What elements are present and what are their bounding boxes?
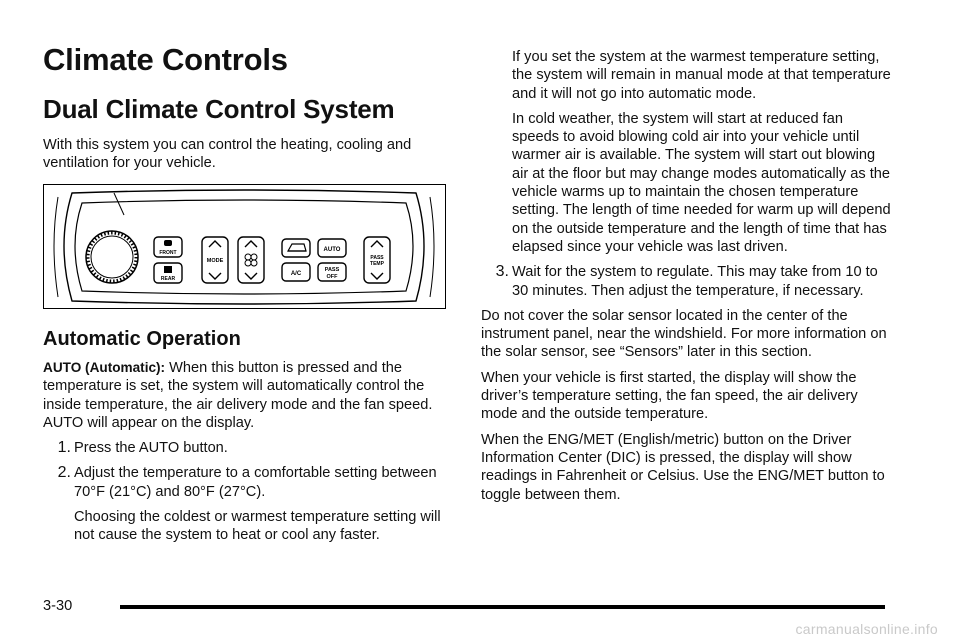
passenger-temp-button [364,237,390,283]
auto-lead: AUTO (Automatic): [43,360,166,375]
left-column [43,40,443,173]
page-title: Climate Controls [43,42,288,77]
watermark: carmanualsonline.info [795,621,938,637]
svg-text:MODE: MODE [206,258,224,264]
step-2-note: Choosing the coldest or warmest temperature setting will not cause the system to heat or cool any faster. [74,509,441,544]
svg-text:AUTO: AUTO [323,247,341,253]
eng-met-paragraph: When the ENG/MET (English/metric) button on the Driver Information Center (DIC) is pressed, the display will show readings in Fahrenheit or Celsius. Use the ENG/MET button to toggle between them. [481,431,885,503]
auto-description-text: When this button is pressed and the temperature is set, the system will automatically control the inside temperature, the air delivery mode and the fan speed. AUTO will appear on the display. [43,360,433,431]
step-number: 3. [495,263,509,281]
section-title: Dual Climate Control System [43,94,395,124]
step-number: 2. [57,464,71,482]
display-paragraph: When your vehicle is first started, the display will show the driver’s temperature setting, the fan speed, the air delivery mode and the outside temperature. [481,369,858,423]
footer-rule [120,605,885,609]
svg-text:OFF: OFF [326,274,338,280]
climate-panel-illustration [44,185,444,307]
svg-text:PASS: PASS [370,255,384,261]
step-number: 1. [57,439,71,457]
intro-paragraph: With this system you can control the heating, cooling and ventilation for your vehicle. [43,137,412,172]
page-number: 3-30 [43,598,73,614]
pass-off-button [318,263,346,281]
step-3 [481,263,891,300]
rear-defrost-button [154,263,182,283]
automatic-operation-heading: Automatic Operation [43,328,241,350]
step-text: Wait for the system to regulate. This may take from 10 to 30 minutes. Then adjust the temperature, if necessary. [512,264,878,299]
automatic-operation-body [43,359,448,545]
step-text: Press the AUTO button. [74,440,228,457]
automatic-operation-heading-wrap [43,326,241,352]
svg-text:A/C: A/C [290,271,302,277]
front-defrost-button [154,237,182,257]
fan-speed-button [238,237,264,283]
svg-text:REAR: REAR [160,276,176,282]
svg-text:FRONT: FRONT [159,250,177,256]
step-2 [43,464,448,501]
ac-button [282,263,310,281]
auto-description [43,359,448,432]
step-text: Adjust the temperature to a comfortable setting between 70°F (21°C) and 80°F (27°C). [74,465,437,500]
warmest-setting-paragraph: If you set the system at the warmest temperature setting, the system will remain in manual mode at that temperature and it will not go into automatic mode. [512,49,891,102]
right-column [481,48,891,504]
temperature-knob [86,231,138,283]
climate-control-panel-figure [43,184,446,309]
svg-text:TEMP: TEMP [370,261,384,267]
mode-button [202,237,228,283]
step-1 [43,439,448,457]
recirculation-button [282,239,310,257]
cold-weather-paragraph: In cold weather, the system will start at reduced fan speeds to avoid blowing cold air into your vehicle until warmer air is available. The system will start out blowing air at the floor but may change modes automatically as the vehicle warms up to maintain the chosen temperature setting. The length of time needed for warm up will depend on the outside temperature and the length of time that has elapsed since your vehicle was last driven. [512,110,891,255]
auto-button [318,239,346,257]
solar-sensor-paragraph: Do not cover the solar sensor located in the center of the instrument panel, near the windshield. For more information on the solar sensor, see “Sensors” later in this section. [481,307,887,361]
svg-text:PASS: PASS [324,267,340,273]
